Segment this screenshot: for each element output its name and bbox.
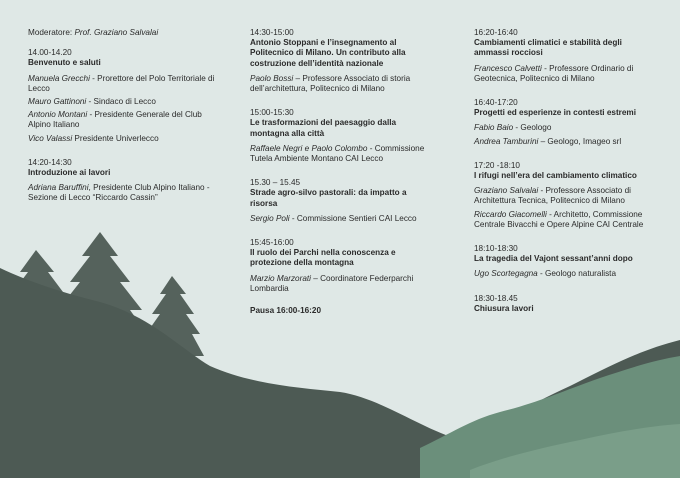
speaker-name: Paolo Bossi [250,73,294,83]
speaker-name: Mauro Gattinoni [28,97,87,107]
speaker-name: Vico Valassi [28,133,73,143]
speaker-role: - Architetto, Commissione Centrale Bivacchi e Opere Alpine CAI Centrale [474,209,644,229]
program-column-1 [28,28,218,212]
speaker [474,64,659,84]
speaker [474,186,659,206]
speaker-role: – Coordinatore Federparchi Lombardia [250,273,414,293]
speaker [474,269,659,279]
session-block [474,161,659,230]
session-title: Benvenuto e saluti [28,58,101,68]
speaker [250,74,436,94]
speaker [28,97,218,107]
speaker-role: - Professore Ordinario di Geotecnica, Politecnico di Milano [474,63,634,83]
speaker [250,144,436,164]
session-block [250,28,436,94]
speaker-name: Adriana Baruffini [28,183,89,193]
program-column-3 [474,28,659,322]
session-block [28,48,218,144]
speaker-name: Andrea Tamburini [474,136,539,146]
session-block [474,294,659,314]
speaker-name: Fabio Baio [474,123,514,133]
speaker-role: - Professore Associato di Architettura Tecnica, Politecnico di Milano [474,186,632,206]
moderator-line [28,28,218,38]
speaker-name: Francesco Calvetti [474,63,542,73]
speaker-role: - Commissione Sentieri CAI Lecco [289,213,417,223]
speaker-role: - Sindaco di Lecco [86,97,156,107]
speaker-role: - Commissione Tutela Ambiente Montano CAI Lecco [250,143,425,164]
speaker [250,214,436,224]
speaker-name: Raffaele Negri e Paolo Colombo [250,143,368,153]
session-time: 15:00-15:30 [250,108,294,118]
moderator-name: Prof. Graziano Salvalai [74,28,159,37]
session-block [474,28,659,84]
session-title: Le trasformazioni del paesaggio dalla montagna alla città [250,118,397,138]
speaker-name: Marzio Marzorati [250,273,311,283]
pause-line: Pausa 16:00-16:20 [250,306,322,316]
session-title: I rifugi nell’era del cambiamento climatico [474,171,637,181]
session-time: 14:30-15:00 [250,28,294,37]
speaker-role: – Professore Associato di storia dell’architettura, Politecnico di Milano [250,73,411,94]
session-time: 14:20-14:30 [28,157,72,167]
session-time: 17:20 -18:10 [474,160,520,170]
session-time: 18:30-18.45 [474,293,518,303]
session-title: Il ruolo dei Parchi nella conoscenza e protezione della montagna [250,248,396,268]
session-time: 16:40-17:20 [474,98,518,108]
session-block [474,244,659,280]
speaker-role: - Prorettore del Polo Territoriale di Lecco [28,73,215,93]
speaker-name: Riccardo Giacomelli [474,209,547,219]
session-block [250,108,436,164]
session-time: 16:20-16:40 [474,28,518,37]
speaker-name: Manuela Grecchi [28,73,90,83]
session-title: Cambiamenti climatici e stabilità degli ammassi rocciosi [474,38,622,58]
speaker [28,183,218,203]
session-title: Chiusura lavori [474,303,534,313]
moderator-label: Moderatore: [28,28,73,37]
session-block [474,98,659,147]
speaker [28,134,218,144]
session-title: La tragedia del Vajont sessant’anni dopo [474,254,633,264]
speaker [474,123,659,133]
speaker-name: Ugo Scortegagna [474,269,538,279]
session-time: 15.30 – 15.45 [250,178,301,188]
speaker-role: - Geologo [513,123,552,133]
speaker [250,274,436,294]
program-column-2 [250,28,436,316]
speaker-role: - Presidente Generale del Club Alpino Italiano [28,110,202,130]
session-title: Antonio Stoppani e l’insegnamento al Politecnico di Milano. Un contributo alla costruzione dell’identità nazionale [250,38,406,68]
speaker [28,110,218,130]
speaker-name: Sergio Poli [250,213,290,223]
speaker-role: - Geologo naturalista [537,269,617,279]
session-time: 15:45-16:00 [250,238,294,248]
speaker [28,74,218,94]
session-block [28,158,218,204]
speaker-role: – Geologo, Imageo srl [538,136,622,146]
speaker-name: Graziano Salvalai [474,186,539,196]
session-time: 18:10-18:30 [474,244,518,254]
speaker-role: , Presidente Club Alpino Italiano - Sezione di Lecco “Riccardo Cassin” [28,183,210,203]
session-block [250,238,436,294]
session-title: Progetti ed esperienze in contesti estremi [474,108,636,118]
speaker-name: Antonio Montani [28,110,88,120]
speaker [474,137,659,147]
session-title: Introduzione ai lavori [28,168,111,178]
speaker [474,210,659,230]
session-title: Strade agro-silvo pastorali: da impatto a risorsa [250,188,407,208]
session-time: 14.00-14.20 [28,48,72,58]
session-block [250,178,436,224]
speaker-role: Presidente Univerlecco [72,133,159,143]
